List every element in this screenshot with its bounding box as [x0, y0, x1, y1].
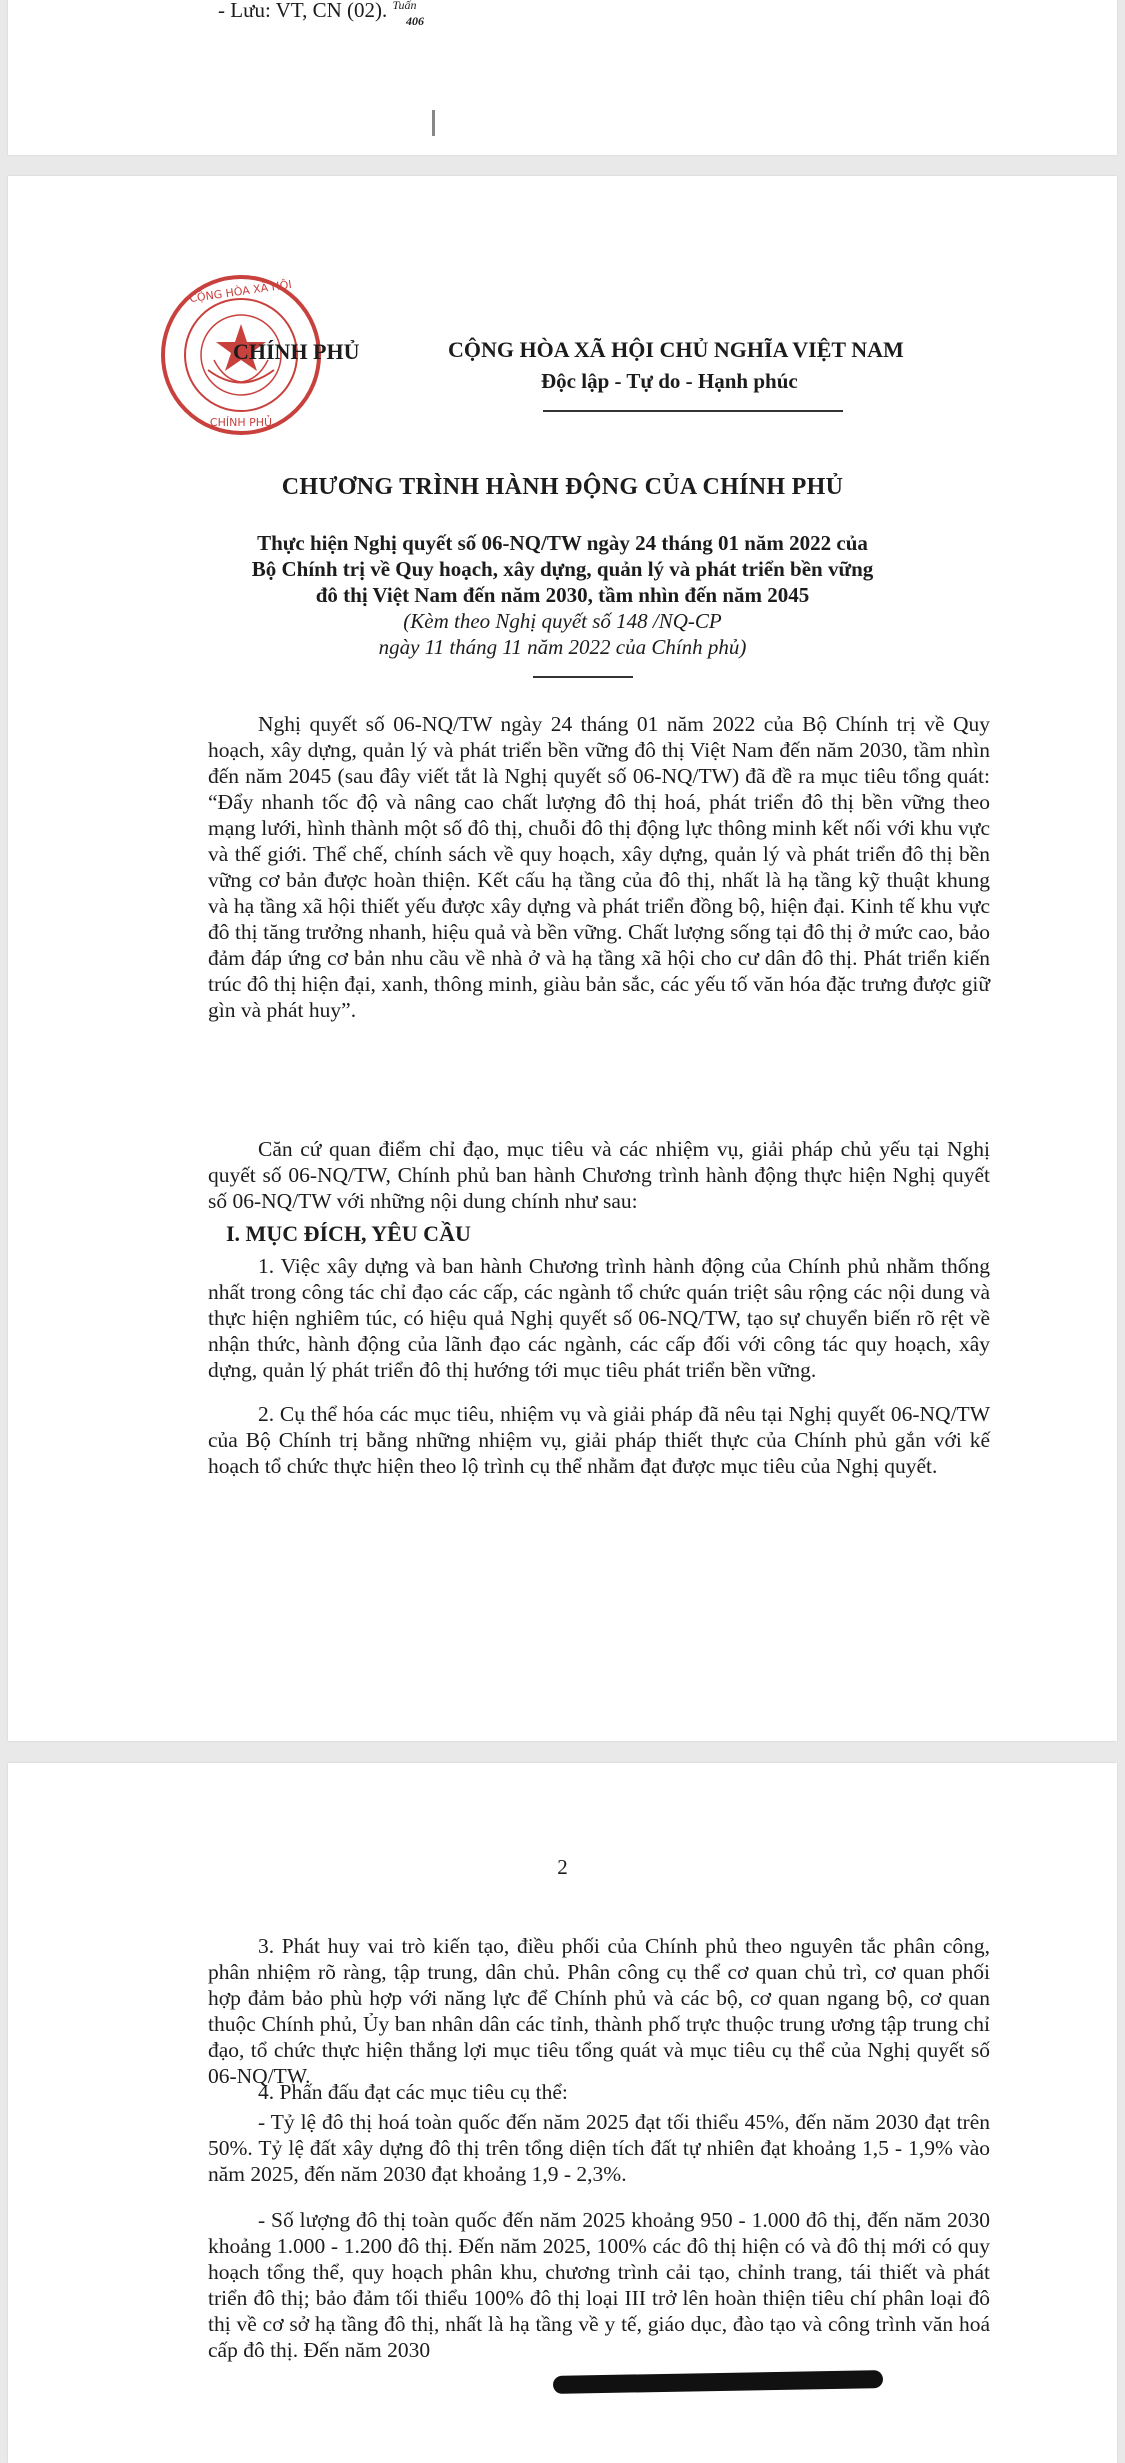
attachment-reference: (Kèm theo Nghị quyết số 148 /NQ-CP	[403, 609, 722, 633]
body-paragraph-4: 2. Cụ thể hóa các mục tiêu, nhiệm vụ và giải pháp đã nêu tại Nghị quyết 06-NQ/TW của Bộ Chính trị bằng những nhiệm vụ, giải pháp thiết thực của Chính phủ gắn với kế hoạch tổ chức thực hiện theo lộ trình cụ thể nhằm đạt được mục tiêu của Nghị quyết.	[208, 1402, 990, 1478]
body-paragraph-1: Nghị quyết số 06-NQ/TW ngày 24 tháng 01 năm 2022 của Bộ Chính trị về Quy hoạch, xây dựng, quản lý và phát triển bền vững đô thị Việt Nam đến năm 2030, tầm nhìn đến năm 2045 (sau đây viết tắt là Nghị quyết số 06-NQ/TW) đã đề ra mục tiêu tổng quát: “Đẩy nhanh tốc độ và nâng cao chất lượng đô thị hoá, phát triển đô thị bền vững theo mạng lưới, hình thành một số đô thị, chuỗi đô thị động lực thông minh kết nối với khu vực và thế giới. Thể chế, chính sách về quy hoạch, xây dựng, quản lý và phát triển đô thị bền vững cơ bản được hoàn thiện. Kết cấu hạ tầng của đô thị, nhất là hạ tầng kỹ thuật khung và hạ tầng xã hội thiết yếu được xây dựng và phát triển đồng bộ, hiện đại. Kinh tế khu vực đô thị tăng trưởng nhanh, hiệu quả và bền vững. Chất lượng sống tại đô thị ở mức cao, bảo đảm đáp ứng cơ bản nhu cầu về nhà ở và hạ tầng xã hội cho cư dân đô thị. Phát triển kiến trúc đô thị hiện đại, xanh, thông minh, giàu bản sắc, các yếu tố văn hóa đặc trưng được giữ gìn và phát huy”.	[208, 712, 990, 1022]
subtitle-line-2: Bộ Chính trị về Quy hoạch, xây dựng, quản lý và phát triển bền vững	[251, 557, 874, 581]
svg-text:CHÍNH PHỦ: CHÍNH PHỦ	[209, 416, 273, 429]
body-paragraph-8: - Số lượng đô thị toàn quốc đến năm 2025 khoảng 950 - 1.000 đô thị, đến năm 2030 khoảng 1.000 - 1.200 đô thị. Đến năm 2025, 100% các đô thị hiện có và đô thị mới có quy hoạch tổng thể, quy hoạch phân khu, chương trình cải tạo, chỉnh trang, tái thiết và phát triển đô thị; bảo đảm tối thiểu 100% đô thị loại III trở lên hoàn thiện tiêu chí phân loại đô thị về cơ sở hạ tầng đô thị, nhất là hạ tầng về y tế, giáo dục, đào tạo và công trình văn hoá cấp đô thị. Đến năm 2030	[208, 2208, 990, 2362]
page-edge-mark	[432, 110, 435, 136]
subtitle-line-3: đô thị Việt Nam đến năm 2030, tầm nhìn đến năm 2045	[315, 583, 810, 607]
national-motto: Độc lập - Tự do - Hạnh phúc	[541, 369, 798, 393]
motto-underline	[543, 410, 843, 412]
handwritten-name: Tuấn	[392, 0, 417, 12]
storage-note	[218, 0, 424, 28]
handwritten-number: 406	[406, 14, 424, 28]
section-heading-1: I. MỤC ĐÍCH, YÊU CẦU	[226, 1221, 471, 1246]
document-title: CHƯƠNG TRÌNH HÀNH ĐỘNG CỦA CHÍNH PHỦ	[281, 474, 844, 500]
redaction-mark	[553, 2370, 883, 2394]
page-2	[8, 176, 1117, 1741]
subtitle-line-1: Thực hiện Nghị quyết số 06-NQ/TW ngày 24 tháng 01 năm 2022 của	[257, 531, 868, 555]
body-paragraph-2: Căn cứ quan điểm chỉ đạo, mục tiêu và các nhiệm vụ, giải pháp chủ yếu tại Nghị quyết số 06-NQ/TW, Chính phủ ban hành Chương trình hành động thực hiện Nghị quyết số 06-NQ/TW với những nội dung chính như sau:	[208, 1137, 990, 1213]
attachment-date: ngày 11 tháng 11 năm 2022 của Chính phủ)	[378, 635, 747, 659]
national-title: CỘNG HÒA XÃ HỘI CHỦ NGHĨA VIỆT NAM	[448, 337, 904, 362]
body-paragraph-6: 4. Phấn đấu đạt các mục tiêu cụ thể:	[258, 2080, 568, 2104]
body-paragraph-7: - Tỷ lệ đô thị hoá toàn quốc đến năm 2025 đạt tối thiểu 45%, đến năm 2030 đạt trên 50%. Tỷ lệ đất xây dựng đô thị trên tổng diện tích đất tự nhiên đạt khoảng 1,5 - 1,9% vào năm 2025, đến năm 2030 đạt khoảng 1,9 - 2,3%.	[208, 2110, 990, 2186]
storage-note-text: - Lưu: VT, CN (02).	[218, 0, 388, 22]
title-divider	[533, 676, 633, 678]
body-paragraph-3: 1. Việc xây dựng và ban hành Chương trình hành động của Chính phủ nhằm thống nhất trong công tác chỉ đạo các cấp, các ngành tổ chức quán triệt sâu rộng các nội dung và thực hiện nghiêm túc, có hiệu quả Nghị quyết số 06-NQ/TW, tạo sự chuyển biến rõ rệt về nhận thức, hành động của lãnh đạo các ngành, các cấp đối với công tác quy hoạch, xây dựng, quản lý phát triển đô thị hướng tới mục tiêu phát triển bền vững.	[208, 1254, 990, 1382]
page-number: 2	[557, 1855, 568, 1879]
page-1-tail	[8, 0, 1117, 155]
page-3	[8, 1763, 1117, 2463]
issuer-name: CHÍNH PHỦ	[233, 339, 360, 364]
body-paragraph-5: 3. Phát huy vai trò kiến tạo, điều phối của Chính phủ theo nguyên tắc phân công, phân nhiệm rõ ràng, tập trung, dân chủ. Phân công cụ thể cơ quan chủ trì, cơ quan phối hợp đảm bảo phù hợp với năng lực để Chính phủ và các bộ, cơ quan ngang bộ, cơ quan thuộc Chính phủ, Ủy ban nhân dân các tỉnh, thành phố trực thuộc trung ương tập trung chỉ đạo, tổ chức thực hiện thắng lợi mục tiêu tổng quát và mục tiêu cụ thể của Nghị quyết số 06-NQ/TW.	[208, 1934, 990, 2088]
svg-text:CỘNG HÒA XÃ HỘI: CỘNG HÒA XÃ HỘI	[188, 277, 293, 306]
